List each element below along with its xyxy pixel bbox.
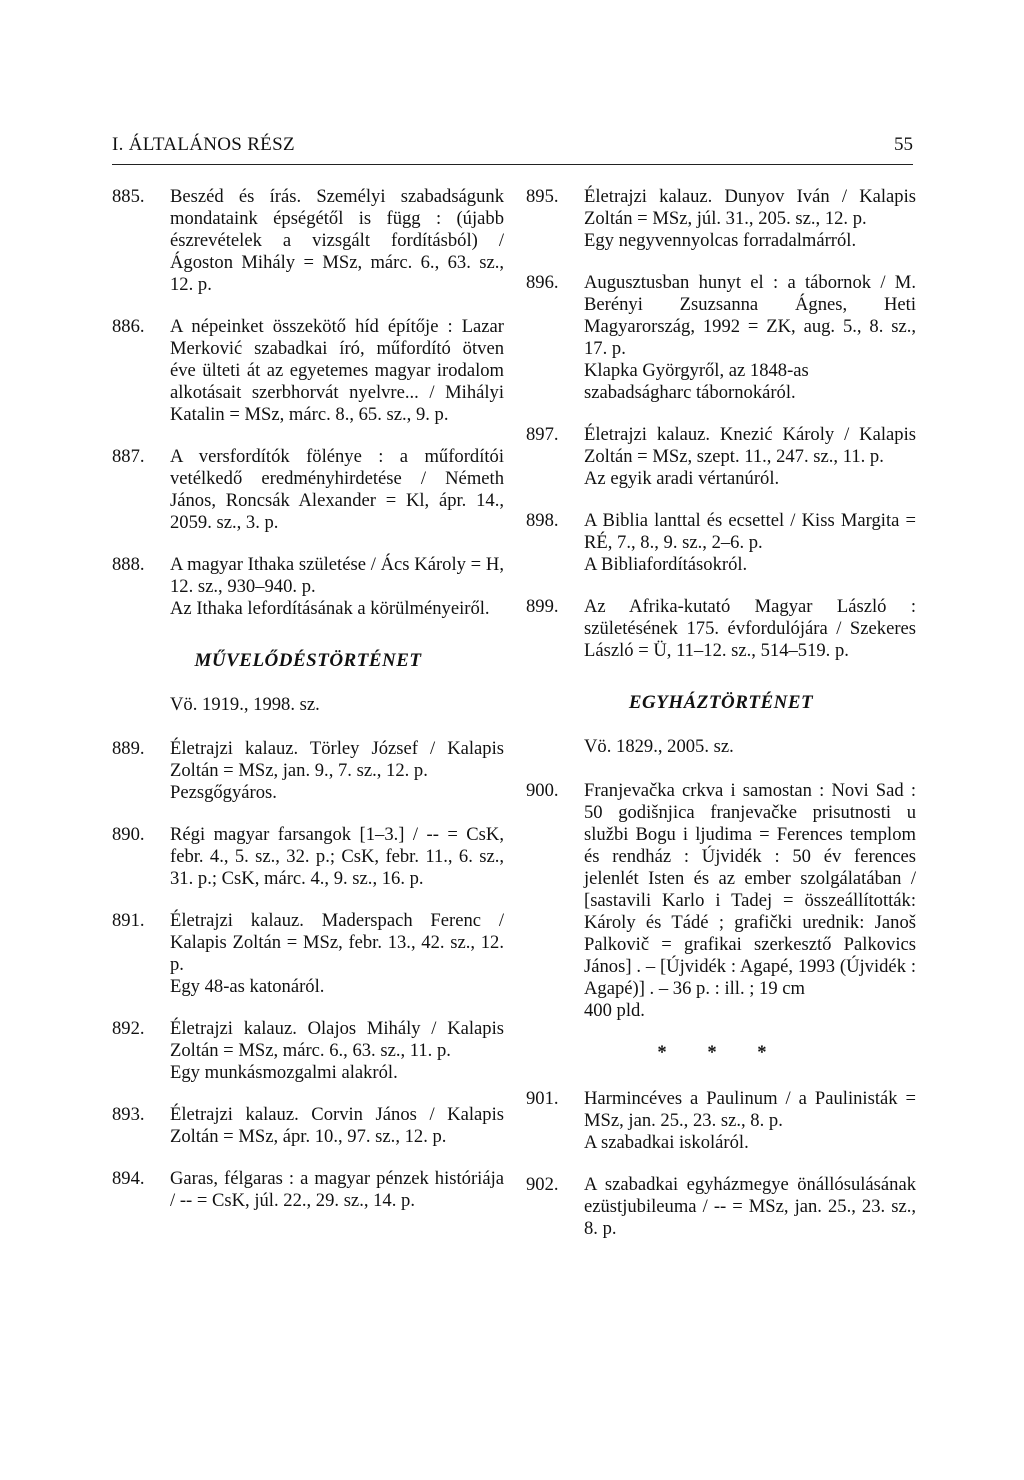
entry-list	[526, 186, 916, 662]
entry-text: A versfordítók fölénye : a műfordítói vetélkedő eredményhirdetése / Németh János, Roncsák Alexander = Kl, ápr. 14., 2059. sz., 3. p.	[170, 446, 504, 533]
page-number: 55	[894, 134, 913, 155]
entry-number: 896.	[526, 272, 559, 293]
entry-number: 886.	[112, 316, 145, 337]
section-separator: * * *	[657, 1042, 785, 1063]
entry-list	[526, 1088, 916, 1240]
bibliography-entry	[112, 910, 504, 998]
entry-text: Életrajzi kalauz. Dunyov Iván / Kalapis Zoltán = MSz, júl. 31., 205. sz., 12. p.	[584, 186, 916, 229]
bibliography-entry	[112, 316, 504, 426]
entry-number: 885.	[112, 186, 145, 207]
entry-text: Augusztusban hunyt el : a tábornok / M. Berényi Zsuzsanna Ágnes, Heti Magyarország, 1992 = ZK, aug. 5., 8. sz., 17. p.	[584, 272, 916, 359]
entry-number: 888.	[112, 554, 145, 575]
entry-number: 894.	[112, 1168, 145, 1189]
entry-text: Beszéd és írás. Személyi szabadságunk mondataink épségétől is függ : (újabb észrevételek a vizsgált fordításból) / Ágoston Mihály = MSz, márc. 6., 63. sz., 12. p.	[170, 186, 504, 295]
entry-text: Régi magyar farsangok [1–3.] / -- = CsK, febr. 4., 5. sz., 32. p.; CsK, febr. 11., 6. sz., 31. p.; CsK, márc. 4., 9. sz., 16. p.	[170, 824, 504, 889]
entry-annotation: A Bibliafordításokról.	[584, 554, 748, 575]
entry-text: Az Afrika-kutató Magyar László : születésének 175. évfordulójára / Szekeres László = Ü, 11–12. sz., 514–519. p.	[584, 596, 916, 661]
entry-annotation: Egy negyvennyolcas forradalmárról.	[584, 230, 857, 251]
entry-text: Garas, félgaras : a magyar pénzek históriája / -- = CsK, júl. 22., 29. sz., 14. p.	[170, 1168, 504, 1211]
bibliography-entry	[526, 1088, 916, 1154]
entry-text: Életrajzi kalauz. Corvin János / Kalapis Zoltán = MSz, ápr. 10., 97. sz., 12. p.	[170, 1104, 504, 1147]
entry-list	[112, 186, 504, 620]
right-column	[526, 186, 916, 1260]
bibliography-entry	[112, 1018, 504, 1084]
see-also-note: Vö. 1919., 1998. sz.	[170, 694, 320, 715]
entry-number: 895.	[526, 186, 559, 207]
entry-text: A népeinket összekötő híd építője : Lazar Merković szabadkai író, műfordító ötven éve ülteti át az egyetemes magyar irodalom alkotásait szerbhorvát nyelvre... / Mihályi Katalin = MSz, márc. 8., 65. sz., 9. p.	[170, 316, 504, 425]
entry-number: 900.	[526, 780, 559, 801]
running-header	[112, 128, 913, 165]
entry-text: Franjevačka crkva i samostan : Novi Sad : 50 godišnjica franjevačke prisutnosti u službi Bogu i ljudima = Ferences templom és rendház : Újvidék : 50 év ferences jelenlét Isten és az ember szolgálatában / [sastavili Karlo i Tadej = összeállították: Károly és Tádé ; grafički urednik: Janoš Palkovič = grafikai szerkesztő Palkovics János] . – [Újvidék : Agapé, 1993 (Újvidék : Agapé)] . – 36 p. : ill. ; 19 cm	[584, 780, 916, 999]
entry-annotation: A szabadkai iskoláról.	[584, 1132, 749, 1153]
bibliography-entry	[526, 186, 916, 252]
entry-number: 901.	[526, 1088, 559, 1109]
entry-text: Életrajzi kalauz. Knezić Károly / Kalapis Zoltán = MSz, szept. 11., 247. sz., 11. p.	[584, 424, 916, 467]
entry-number: 898.	[526, 510, 559, 531]
bibliography-entry	[526, 424, 916, 490]
entry-text: Harmincéves a Paulinum / a Paulinisták = MSz, jan. 25., 23. sz., 8. p.	[584, 1088, 916, 1131]
bibliography-entry	[526, 272, 916, 404]
left-column	[112, 186, 504, 1232]
entry-number: 899.	[526, 596, 559, 617]
entry-text: Életrajzi kalauz. Maderspach Ferenc / Kalapis Zoltán = MSz, febr. 13., 42. sz., 12. p.	[170, 910, 504, 975]
entry-number: 889.	[112, 738, 145, 759]
section-title-muvelodestortenet: MŰVELŐDÉSTÖRTÉNET	[194, 650, 422, 671]
bibliography-entry	[526, 1174, 916, 1240]
entry-list	[112, 738, 504, 1212]
section-title-egyhaztortenet: EGYHÁZTÖRTÉNET	[628, 692, 814, 713]
see-also-note: Vö. 1829., 2005. sz.	[584, 736, 734, 757]
entry-number: 893.	[112, 1104, 145, 1125]
entry-text: A szabadkai egyházmegye önállósulásának ezüstjubileuma / -- = MSz, jan. 25., 23. sz., 8. p.	[584, 1174, 916, 1239]
entry-annotation: Egy munkásmozgalmi alakról.	[170, 1062, 398, 1083]
entry-number: 890.	[112, 824, 145, 845]
bibliography-entry	[112, 186, 504, 296]
chapter-title: I. ÁLTALÁNOS RÉSZ	[112, 134, 295, 155]
bibliography-entry	[112, 738, 504, 804]
bibliography-entry	[112, 1168, 504, 1212]
entry-number: 891.	[112, 910, 145, 931]
entry-number: 887.	[112, 446, 145, 467]
entry-number: 897.	[526, 424, 559, 445]
bibliography-entry	[112, 554, 504, 620]
entry-annotation: Klapka Györgyről, az 1848-as szabadságharc tábornokáról.	[584, 360, 809, 403]
bibliography-entry	[112, 446, 504, 534]
entry-number: 892.	[112, 1018, 145, 1039]
entry-annotation: 400 pld.	[584, 1000, 645, 1021]
entry-annotation: Pezsgőgyáros.	[170, 782, 277, 803]
entry-text: Életrajzi kalauz. Törley József / Kalapis Zoltán = MSz, jan. 9., 7. sz., 12. p.	[170, 738, 504, 781]
bibliography-entry	[526, 780, 916, 1022]
entry-number: 902.	[526, 1174, 559, 1195]
entry-list	[526, 780, 916, 1022]
entry-annotation: Az Ithaka lefordításának a körülményeiről.	[170, 598, 490, 619]
bibliography-entry	[112, 1104, 504, 1148]
entry-annotation: Egy 48-as katonáról.	[170, 976, 325, 997]
entry-text: Életrajzi kalauz. Olajos Mihály / Kalapis Zoltán = MSz, márc. 6., 63. sz., 11. p.	[170, 1018, 504, 1061]
bibliography-entry	[112, 824, 504, 890]
entry-text: A Biblia lanttal és ecsettel / Kiss Margita = RÉ, 7., 8., 9. sz., 2–6. p.	[584, 510, 916, 553]
bibliography-entry	[526, 596, 916, 662]
entry-text: A magyar Ithaka születése / Ács Károly = H, 12. sz., 930–940. p.	[170, 554, 504, 597]
bibliography-entry	[526, 510, 916, 576]
entry-annotation: Az egyik aradi vértanúról.	[584, 468, 780, 489]
